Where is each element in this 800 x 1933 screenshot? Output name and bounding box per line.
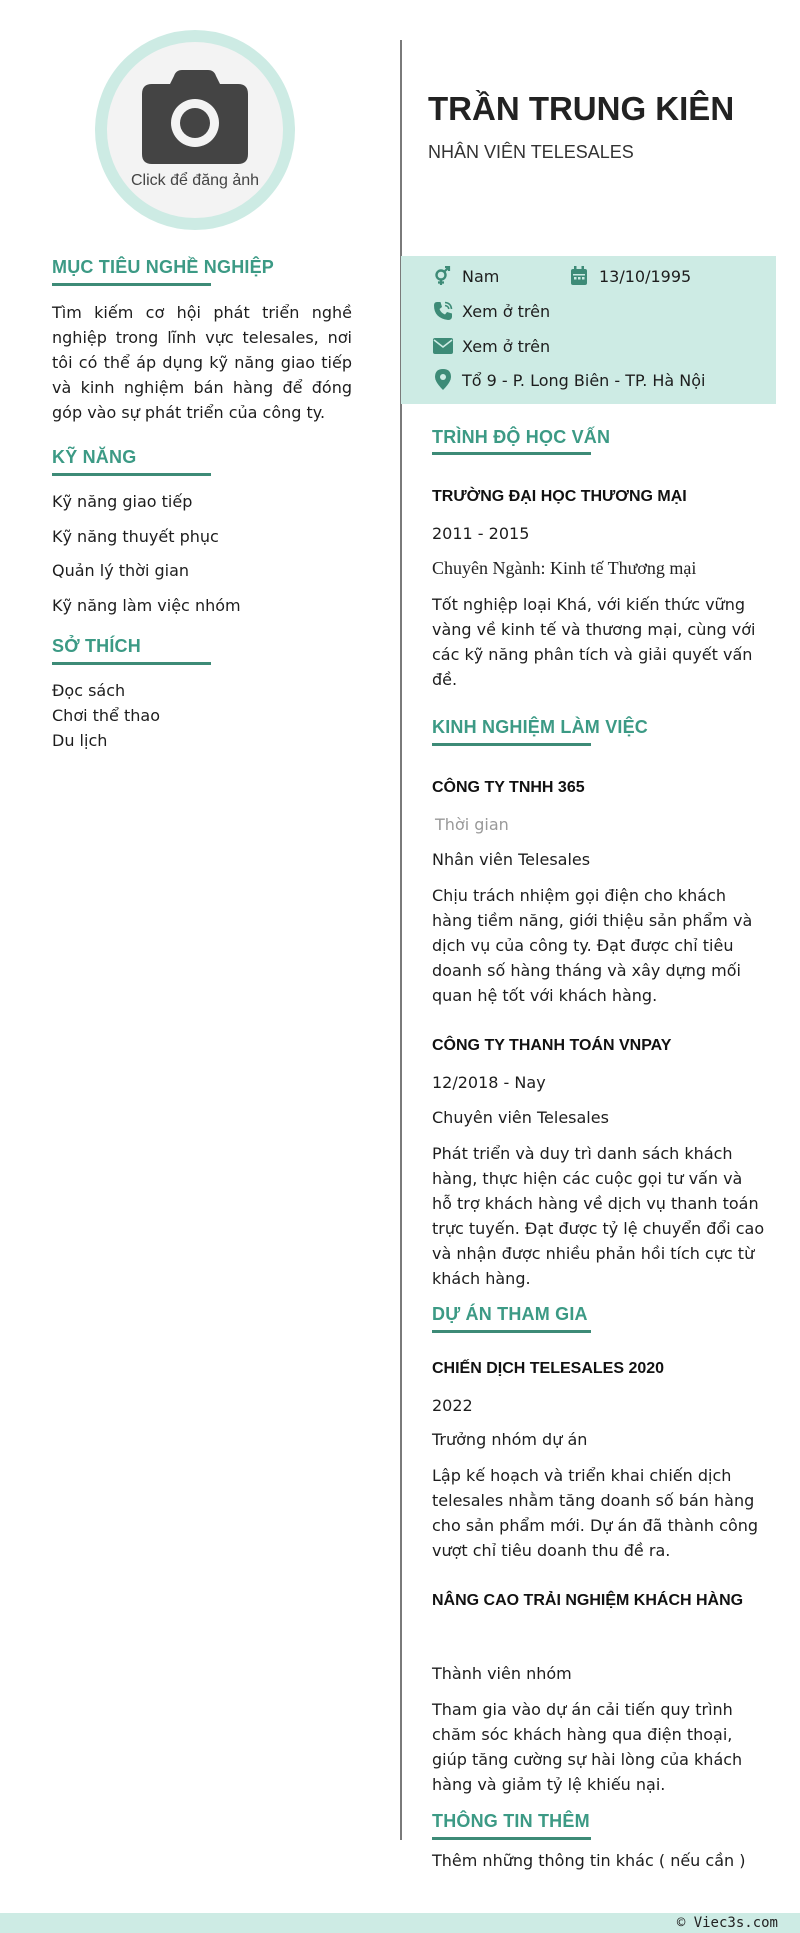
education-period: 2011 - 2015 [432, 524, 530, 543]
projects-underline [432, 1330, 591, 1333]
footer-credit[interactable]: © Viec3s.com [676, 1915, 778, 1931]
job-period: 12/2018 - Nay [432, 1073, 546, 1092]
avatar-caption: Click để đăng ảnh [130, 172, 260, 189]
job-position: Nhân viên Telesales [432, 850, 591, 869]
additional-text: Thêm những thông tin khác ( nếu cần ) [432, 1851, 746, 1870]
project-role: Thành viên nhóm [432, 1664, 572, 1683]
project-description: Tham gia vào dự án cải tiến quy trình chăm sóc khách hàng qua điện thoại, giúp tăng cường sự hài lòng của khách hàng và giảm tỷ lệ khiếu nại. [432, 1700, 743, 1794]
job-title: NHÂN VIÊN TELESALES [428, 142, 634, 162]
skill-item: Kỹ năng thuyết phục [52, 527, 219, 546]
company-name: CÔNG TY THANH TOÁN VNPAY [432, 1037, 672, 1054]
project-period: 2022 [432, 1396, 473, 1415]
education-title: TRÌNH ĐỘ HỌC VẤN [432, 427, 611, 447]
hobbies-underline [52, 662, 211, 665]
skill-item: Kỹ năng làm việc nhóm [52, 596, 241, 615]
email-value: Xem ở trên [462, 337, 551, 356]
calendar-icon [570, 266, 588, 286]
camera-icon [142, 70, 248, 164]
candidate-name: TRẦN TRUNG KIÊN [428, 90, 735, 127]
avatar-upload[interactable] [95, 30, 295, 230]
projects-title: DỰ ÁN THAM GIA [432, 1304, 588, 1324]
skills-title: KỸ NĂNG [52, 447, 137, 467]
education-underline [432, 452, 591, 455]
location-pin-icon [435, 369, 451, 390]
gender-value: Nam [462, 267, 500, 286]
objective-text: Tìm kiếm cơ hội phát triển nghề nghiệp trong lĩnh vực telesales, nơi tôi có thể áp dụng kỹ năng giao tiếp và kinh nghiệm bán hàng để đóng góp vào sự phát triển của công ty. [52, 303, 352, 422]
hobby-item: Đọc sách [52, 681, 126, 700]
phone-value: Xem ở trên [462, 302, 551, 321]
company-name: CÔNG TY TNHH 365 [432, 779, 585, 796]
birthday-value: 13/10/1995 [599, 267, 692, 286]
job-description: Chịu trách nhiệm gọi điện cho khách hàng tiềm năng, giới thiệu sản phẩm và dịch vụ của công ty. Đạt được chỉ tiêu doanh số hàng tháng và xây dựng mối quan hệ tốt với khách hàng. [432, 886, 753, 1005]
gender-icon [433, 266, 453, 286]
email-icon [433, 338, 453, 354]
job-description: Phát triển và duy trì danh sách khách hàng, thực hiện các cuộc gọi tư vấn và hỗ trợ khách hàng về dịch vụ thanh toán trực tuyến. Đạt được tỷ lệ chuyển đổi cao và nhận được nhiều phản hồi tích cực từ khách hàng. [432, 1144, 765, 1288]
objective-title: MỤC TIÊU NGHỀ NGHIỆP [52, 257, 275, 277]
skill-item: Kỹ năng giao tiếp [52, 492, 193, 511]
job-position: Chuyên viên Telesales [432, 1108, 609, 1127]
hobby-item: Chơi thể thao [52, 706, 160, 725]
hobbies-title: SỞ THÍCH [52, 636, 141, 656]
education-major: Chuyên Ngành: Kinh tế Thương mại [432, 558, 697, 578]
hobby-item: Du lịch [52, 731, 108, 750]
additional-underline [432, 1837, 591, 1840]
job-period: Thời gian [435, 815, 509, 834]
project-role: Trưởng nhóm dự án [432, 1430, 588, 1449]
phone-icon [433, 301, 453, 321]
school-name: TRƯỜNG ĐẠI HỌC THƯƠNG MẠI [432, 488, 687, 505]
experience-title: KINH NGHIỆM LÀM VIỆC [432, 717, 649, 737]
education-description: Tốt nghiệp loại Khá, với kiến thức vững vàng về kinh tế và thương mại, cùng với các kỹ năng phân tích và giải quyết vấn đề. [432, 595, 756, 689]
project-name: NÂNG CAO TRẢI NGHIỆM KHÁCH HÀNG [432, 1592, 744, 1609]
objective-underline [52, 283, 211, 286]
experience-underline [432, 743, 591, 746]
footer-bar [0, 1913, 800, 1933]
skills-underline [52, 473, 211, 476]
additional-title: THÔNG TIN THÊM [432, 1811, 590, 1831]
project-name: CHIẾN DỊCH TELESALES 2020 [432, 1360, 665, 1377]
project-description: Lập kế hoạch và triển khai chiến dịch telesales nhằm tăng doanh số bán hàng cho sản phẩm mới. Dự án đã thành công vượt chỉ tiêu doanh thu đề ra. [432, 1466, 759, 1560]
skill-item: Quản lý thời gian [52, 561, 190, 580]
address-value: Tổ 9 - P. Long Biên - TP. Hà Nội [462, 371, 706, 390]
